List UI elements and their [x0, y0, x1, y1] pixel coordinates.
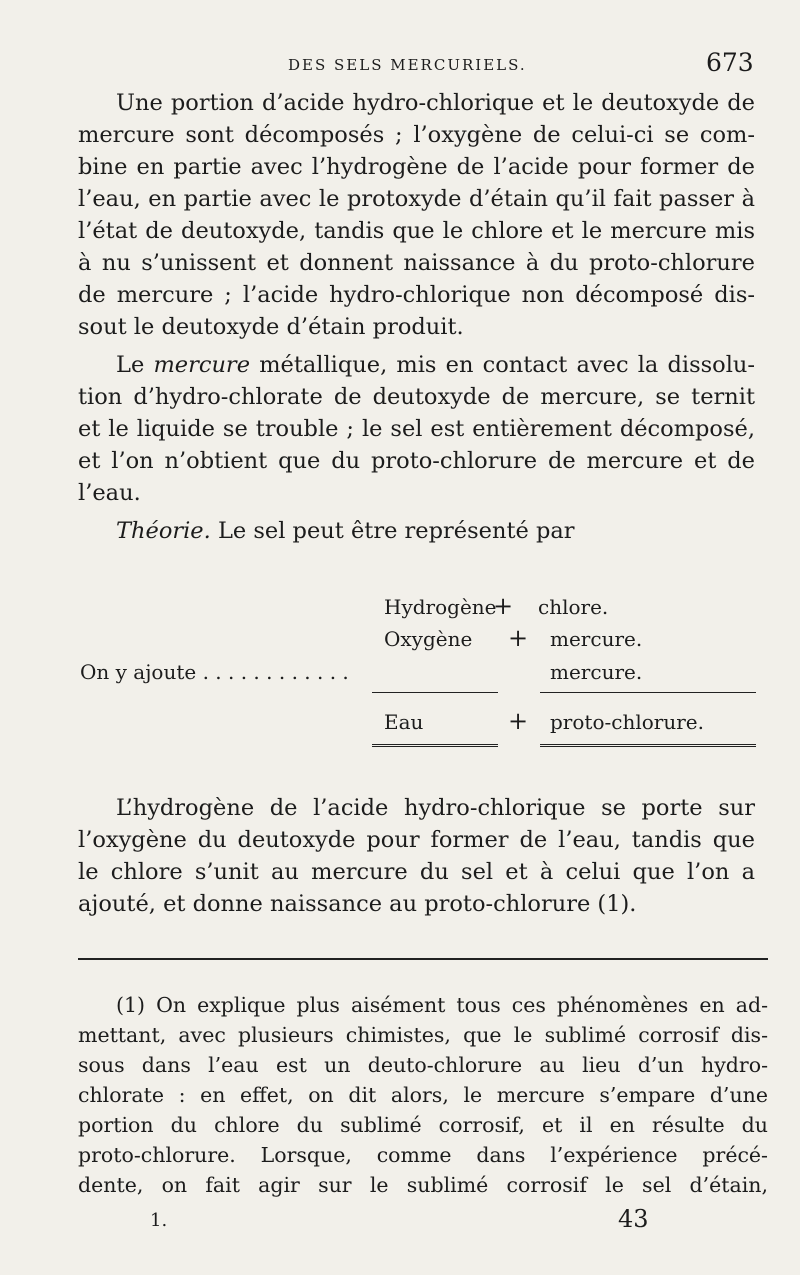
equation-rule: [540, 692, 756, 693]
footnote-line: chlorate : en effet, on dit alors, le mercure s’empare d’une: [78, 1083, 768, 1107]
body-text: Le: [116, 352, 145, 378]
footnote-line: portion du chlore du sublimé corrosif, et il en résulte du: [78, 1113, 768, 1137]
eq-row2-right: mercure.: [550, 627, 643, 651]
body-line: et le liquide se trouble ; le sel est entièrement décomposé,: [78, 416, 755, 442]
plus-sign: +: [493, 592, 514, 620]
eq-row3-label: On y ajoute . . . . . . . . . . . .: [80, 660, 349, 684]
body-text: métallique, mis en contact avec la dissolu-: [259, 352, 756, 378]
eq-row1-left: Hydrogène: [384, 595, 497, 619]
sheet-number: 43: [618, 1205, 649, 1233]
page-number: 673: [706, 48, 754, 77]
footnote-line: sous dans l’eau est un deuto-chlorure au lieu d’un hydro-: [78, 1053, 768, 1077]
body-line: mercure sont décomposés ; l’oxygène de celui-ci se com-: [78, 122, 755, 148]
footnote-separator: [78, 958, 768, 960]
body-line: Une portion d’acide hydro-chlorique et le deutoxyde de: [116, 90, 755, 116]
body-line: l’oxygène du deutoxyde pour former de l’eau, tandis que: [78, 827, 755, 853]
plus-sign: +: [508, 707, 529, 735]
theorie-line: [116, 516, 575, 546]
equation-double-rule: [540, 744, 756, 747]
equation-rule: [372, 692, 498, 693]
body-line: et l’on n’obtient que du proto-chlorure de mercure et de: [78, 448, 755, 474]
theorie-label: Théorie.: [116, 518, 211, 544]
body-line: tion d’hydro-chlorate de deutoxyde de mercure, se ternit: [78, 384, 755, 410]
page-header: [0, 48, 800, 88]
equation-double-rule: [372, 744, 498, 747]
plus-sign: +: [508, 624, 529, 652]
eq-row3-right: mercure.: [550, 660, 643, 684]
eq-result-left: Eau: [384, 710, 424, 734]
body-line: L’hydrogène de l’acide hydro-chlorique se porte sur: [116, 795, 755, 821]
eq-row2-left: Oxygène: [384, 627, 473, 651]
body-line: [116, 350, 755, 380]
body-line: sout le deutoxyde d’étain produit.: [78, 314, 464, 340]
body-line: le chlore s’unit au mercure du sel et à celui que l’on a: [78, 859, 755, 885]
footnote-line: mettant, avec plusieurs chimistes, que le sublimé corrosif dis-: [78, 1023, 768, 1047]
body-line: à nu s’unissent et donnent naissance à du proto-chlorure: [78, 250, 755, 276]
italic-term: mercure: [153, 352, 251, 378]
body-line: bine en partie avec l’hydrogène de l’acide pour former de: [78, 154, 755, 180]
body-line: l’eau, en partie avec le protoxyde d’étain qu’il fait passer à: [78, 186, 755, 212]
footnote-line: proto-chlorure. Lorsque, comme dans l’expérience précé-: [78, 1143, 768, 1167]
body-line: ajouté, et donne naissance au proto-chlorure (1).: [78, 891, 637, 917]
signature-mark: 1.: [150, 1210, 168, 1231]
eq-result-right: proto-chlorure.: [550, 710, 704, 734]
body-line: de mercure ; l’acide hydro-chlorique non décomposé dis-: [78, 282, 755, 308]
footnote-line: dente, on fait agir sur le sublimé corrosif le sel d’étain,: [78, 1173, 768, 1197]
body-line: l’eau.: [78, 480, 141, 506]
body-text: Le sel peut être représenté par: [217, 518, 575, 544]
body-line: l’état de deutoxyde, tandis que le chlore et le mercure mis: [78, 218, 755, 244]
footnote-line: (1) On explique plus aisément tous ces phénomènes en ad-: [116, 993, 768, 1017]
eq-row1-right: chlore.: [538, 595, 609, 619]
running-head: DES SELS MERCURIELS.: [288, 56, 527, 74]
